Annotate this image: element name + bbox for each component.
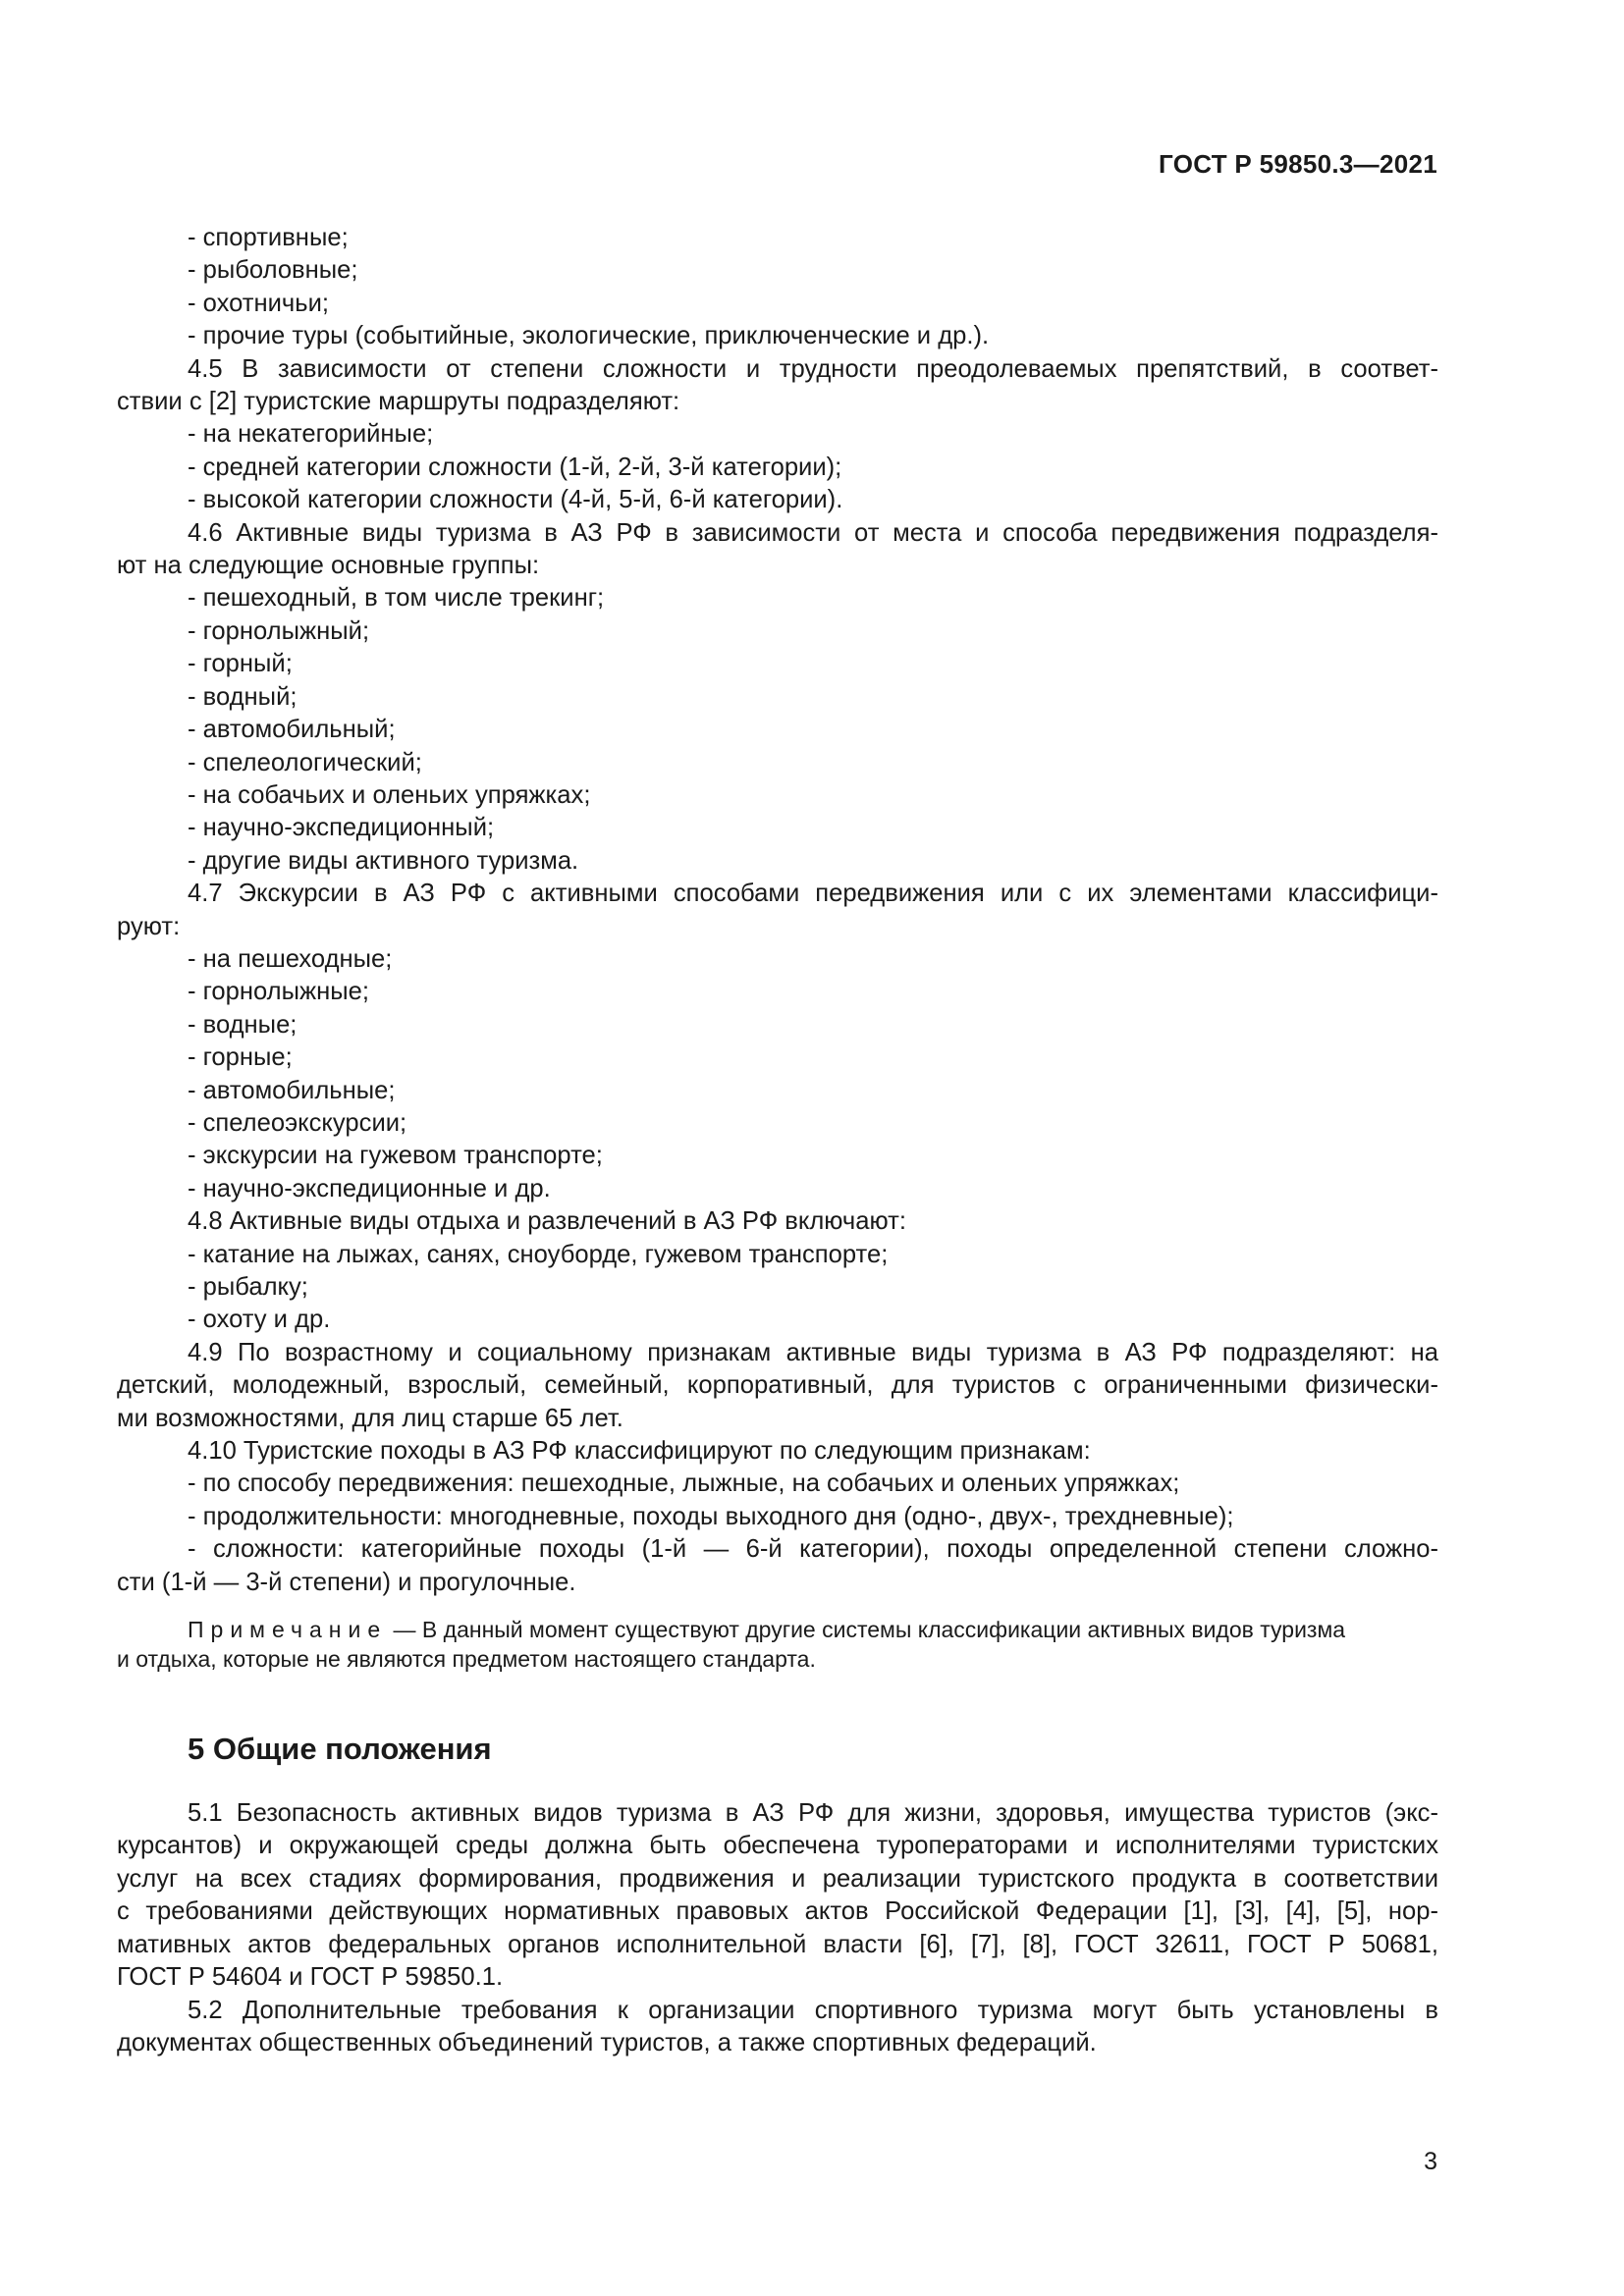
list-item: - средней категории сложности (1-й, 2-й, 3-й категории); (188, 453, 842, 481)
list-item: - охоту и др. (188, 1306, 331, 1334)
list-item: - катание на лыжах, санях, сноуборде, гужевом транспорте; (188, 1240, 889, 1268)
paragraph-4-5-line-2: ствии с [2] туристские маршруты подразделяют: (117, 388, 680, 416)
section-5-heading: 5 Общие положения (188, 1732, 492, 1767)
list-item: - другие виды активного туризма. (188, 846, 579, 875)
paragraph-5-1-line: с требованиями действующих нормативных правовых актов Российской Федерации [1], [3], [4], [5], нор- (117, 1897, 1438, 1926)
list-item: - спортивные; (188, 224, 349, 251)
document-code-header: ГОСТ Р 59850.3—2021 (1159, 149, 1437, 179)
paragraph-5-2-line: документах общественных объединений туристов, а также спортивных федераций. (117, 2028, 1097, 2056)
paragraph-4-9-line-1: 4.9 По возрастному и социальному признакам активные виды туризма в АЗ РФ подразделяют: на (188, 1338, 1438, 1366)
list-item: - спелеоэкскурсии; (188, 1108, 407, 1137)
list-item: - горные; (188, 1043, 293, 1072)
paragraph-4-10-line-3: - продолжительности: многодневные, походы выходного дня (одно-, двух-, трехдневные); (188, 1502, 1234, 1530)
paragraph-4-8: 4.8 Активные виды отдыха и развлечений в АЗ РФ включают: (188, 1207, 906, 1236)
list-item: - на пешеходные; (188, 944, 393, 973)
list-item: - автомобильный; (188, 716, 396, 744)
paragraph-4-10-line-1: 4.10 Туристские походы в АЗ РФ классифицируют по следующим признакам: (188, 1437, 1091, 1466)
paragraph-5-1-line: курсантов) и окружающей среды должна быть обеспечена туроператорами и исполнителями туристских (117, 1832, 1438, 1860)
list-item: - экскурсии на гужевом транспорте; (188, 1142, 603, 1170)
list-item: - автомобильные; (188, 1076, 396, 1104)
list-item: - спелеологический; (188, 748, 422, 776)
list-item: - горный; (188, 650, 293, 678)
list-item: - научно-экспедиционные и др. (188, 1174, 551, 1202)
paragraph-5-1-line: ГОСТ Р 54604 и ГОСТ Р 59850.1. (117, 1963, 504, 1992)
document-body (117, 222, 1438, 2059)
note-line-1 (117, 1615, 1438, 1644)
list-item: - горнолыжные; (188, 978, 370, 1006)
paragraph-4-5-line-1: 4.5 В зависимости от степени сложности и трудности преодолеваемых препятствий, в соответ- (188, 354, 1438, 383)
paragraph-4-6-line-1: 4.6 Активные виды туризма в АЗ РФ в зависимости от места и способа передвижения подразделя- (188, 518, 1438, 547)
paragraph-4-10-line-4: - сложности: категорийные походы (1-й — 6-й категории), походы определенной степени сложно- (188, 1535, 1438, 1564)
paragraph-5-1-line: 5.1 Безопасность активных видов туризма в АЗ РФ для жизни, здоровья, имущества туристов (экс- (188, 1799, 1438, 1828)
paragraph-4-10-line-2: - по способу передвижения: пешеходные, лыжные, на собачьих и оленьих упряжках; (188, 1469, 1180, 1498)
paragraph-4-7-line-2: руют: (117, 912, 181, 940)
note-block (117, 1615, 1438, 1674)
list-item: - рыбалку; (188, 1273, 308, 1301)
page-number: 3 (1424, 2148, 1437, 2175)
paragraph-4-7-line-1: 4.7 Экскурсии в АЗ РФ с активными способами передвижения или с их элементами классифици- (188, 880, 1438, 908)
paragraph-4-9-line-2: детский, молодежный, взрослый, семейный, корпоративный, для туристов с ограниченными физически- (117, 1371, 1438, 1400)
list-item: - прочие туры (событийные, экологические, приключенческие и др.). (188, 322, 990, 350)
paragraph-4-9-line-3: ми возможностями, для лиц старше 65 лет. (117, 1404, 623, 1432)
list-item: - горнолыжный; (188, 616, 370, 645)
list-item: - охотничьи; (188, 289, 329, 317)
list-item: - высокой категории сложности (4-й, 5-й, 6-й категории). (188, 486, 843, 514)
note-label: Примечание (188, 1617, 388, 1643)
note-text-1: — В данный момент существуют другие системы классификации активных видов туризма (387, 1617, 1346, 1643)
paragraph-5-1-line: услуг на всех стадиях формирования, продвижения и реализации туристского продукта в соответствии (117, 1864, 1438, 1893)
list-item: - пешеходный, в том числе трекинг; (188, 584, 605, 613)
paragraph-5-1-line: мативных актов федеральных органов исполнительной власти [6], [7], [8], ГОСТ 32611, ГОСТ Р 50681, (117, 1930, 1438, 1958)
list-item: - водный; (188, 682, 298, 711)
list-item: - научно-экспедиционный; (188, 814, 495, 842)
paragraph-5-2-line: 5.2 Дополнительные требования к организации спортивного туризма могут быть установлены в (188, 1996, 1438, 2024)
paragraph-4-6-line-2: ют на следующие основные группы: (117, 552, 540, 580)
list-item: - рыболовные; (188, 256, 358, 285)
list-item: - на некатегорийные; (188, 420, 434, 449)
list-item: - водные; (188, 1010, 298, 1039)
paragraph-4-10-line-5: сти (1-й — 3-й степени) и прогулочные. (117, 1568, 576, 1596)
note-line-2: и отдыха, которые не являются предметом настоящего стандарта. (117, 1646, 816, 1673)
list-item: - на собачьих и оленьих упряжках; (188, 780, 591, 809)
